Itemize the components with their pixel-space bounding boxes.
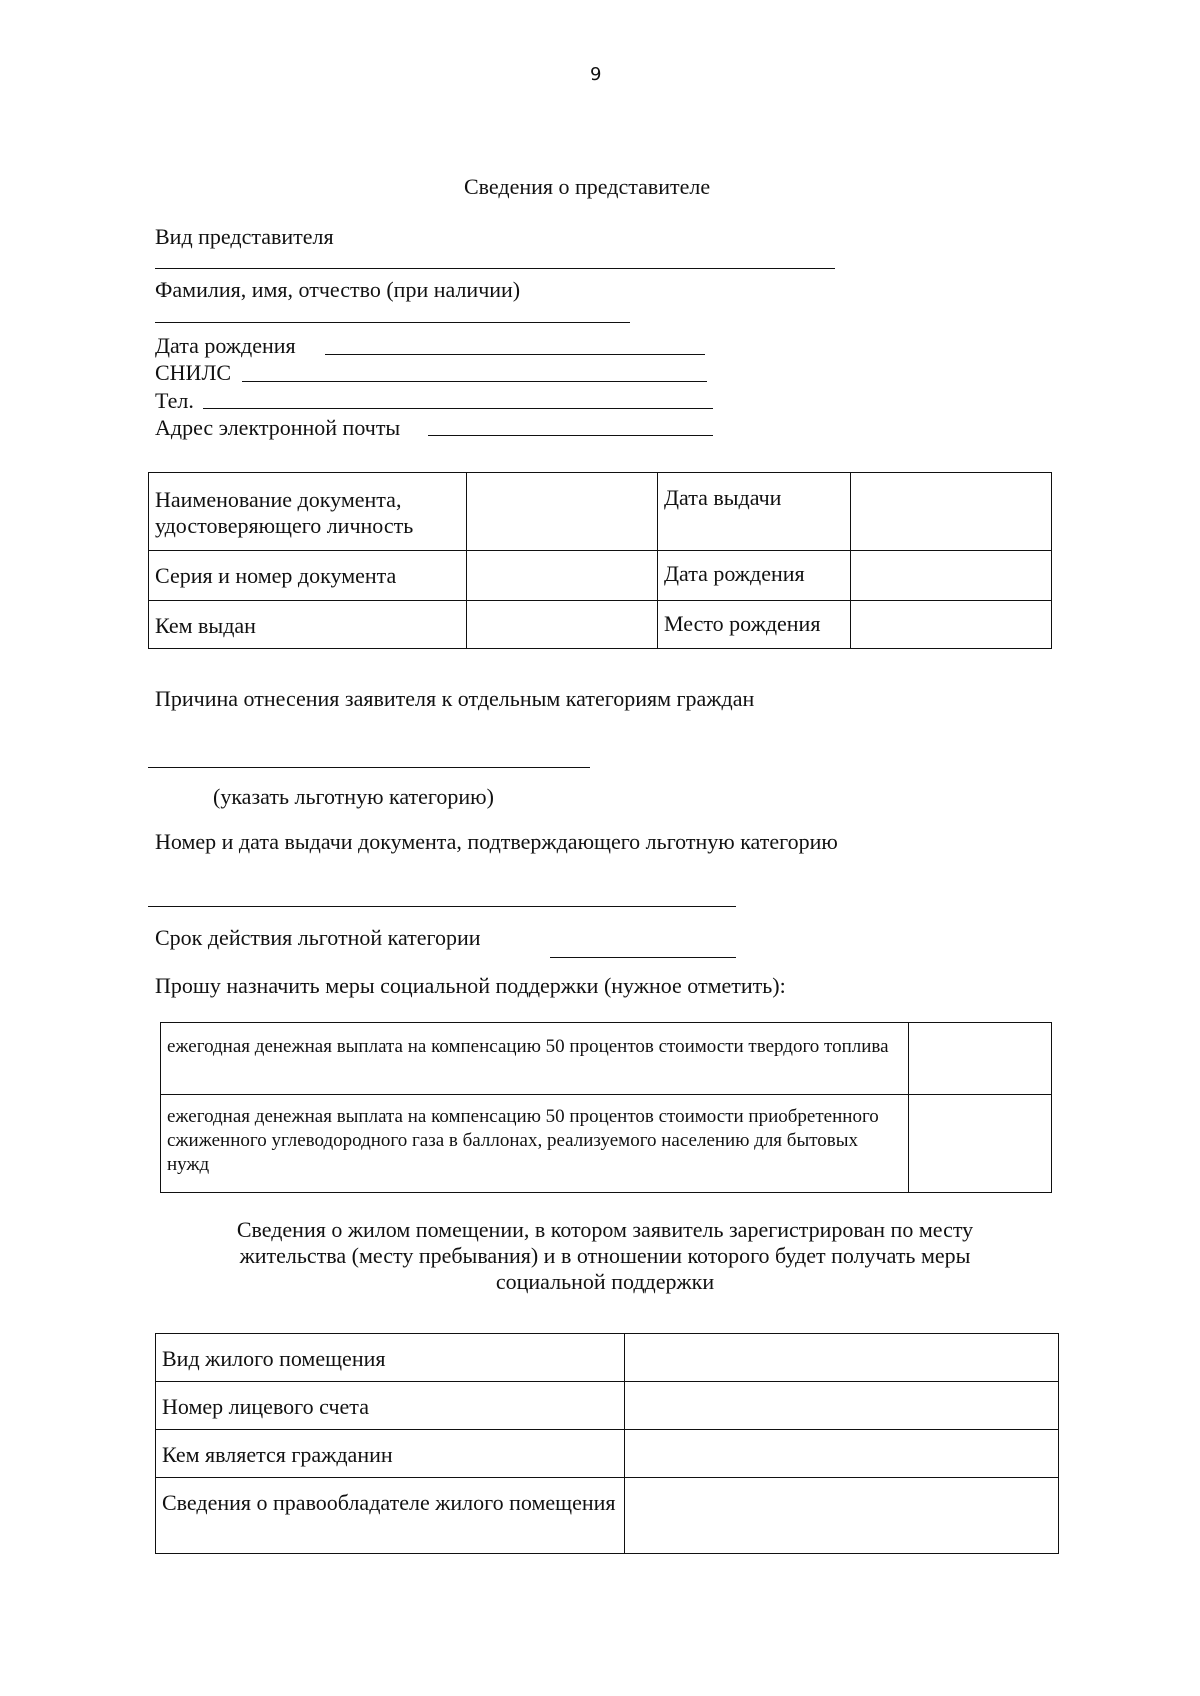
section-title-representative: Сведения о представителе [464,174,711,199]
housing-type-value[interactable] [625,1334,1059,1382]
account-number-label: Номер лицевого счета [156,1382,625,1430]
housing-table [155,1333,1059,1554]
phone-label: Тел. [155,388,194,413]
id-document-table [148,472,1052,649]
section-title-housing: Сведения о жилом помещении, в котором заявитель зарегистрирован по месту жительства (месту пребывания) и в отношении которого будет получать меры социальной поддержки [236,1217,974,1294]
table-row [156,1430,1059,1478]
category-doc-label: Номер и дата выдачи документа, подтверждающего льготную категорию [155,829,838,854]
owner-info-label: Сведения о правообладателе жилого помещения [156,1478,625,1554]
category-reason-field[interactable] [148,767,590,768]
table-row [156,1382,1059,1430]
table-row [156,1478,1059,1554]
request-label: Прошу назначить меры социальной поддержки (нужное отметить): [155,973,786,998]
fio-label: Фамилия, имя, отчество (при наличии) [155,277,521,302]
issue-date-value[interactable] [851,473,1052,551]
doc-name-value[interactable] [467,473,658,551]
category-hint: (указать льготную категорию) [213,784,494,809]
validity-label: Срок действия льготной категории [155,925,481,950]
issued-by-label: Кем выдан [149,601,467,649]
birth-place-label: Место рождения [658,601,851,649]
support-option-gas-checkbox[interactable] [909,1095,1052,1193]
table-row [161,1095,1052,1193]
table-row [149,473,1052,551]
table-row [149,551,1052,601]
support-measures-table [160,1022,1052,1193]
owner-info-value[interactable] [625,1478,1059,1554]
support-option-gas: ежегодная денежная выплата на компенсацию 50 процентов стоимости приобретенного сжиженного углеводородного газа в баллонах, реализуемого населению для бытовых нужд [161,1095,909,1193]
doc-number-label: Серия и номер документа [149,551,467,601]
doc-name-label: Наименование документа, удостоверяющего личность [149,473,467,551]
email-label: Адрес электронной почты [155,415,401,440]
account-number-value[interactable] [625,1382,1059,1430]
validity-field[interactable] [550,957,736,958]
issue-date-label: Дата выдачи [658,473,851,551]
id-birth-date-label: Дата рождения [658,551,851,601]
id-birth-date-value[interactable] [851,551,1052,601]
citizen-role-value[interactable] [625,1430,1059,1478]
table-row [149,601,1052,649]
phone-field[interactable] [203,408,713,409]
citizen-role-label: Кем является гражданин [156,1430,625,1478]
representative-type-field[interactable] [155,268,835,269]
category-doc-field[interactable] [148,906,736,907]
table-row [161,1023,1052,1095]
birth-date-label: Дата рождения [155,333,296,358]
representative-type-label: Вид представителя [155,224,334,249]
support-option-solid-fuel: ежегодная денежная выплата на компенсацию 50 процентов стоимости твердого топлива [161,1023,909,1095]
birth-date-field[interactable] [325,354,705,355]
page-number: 9 [590,64,602,85]
housing-type-label: Вид жилого помещения [156,1334,625,1382]
birth-place-value[interactable] [851,601,1052,649]
category-reason-label: Причина отнесения заявителя к отдельным категориям граждан [155,686,755,711]
table-row [156,1334,1059,1382]
support-option-solid-fuel-checkbox[interactable] [909,1023,1052,1095]
snils-label: СНИЛС [155,360,232,385]
fio-field[interactable] [155,322,630,323]
email-field[interactable] [428,435,713,436]
issued-by-value[interactable] [467,601,658,649]
snils-field[interactable] [242,381,707,382]
doc-number-value[interactable] [467,551,658,601]
